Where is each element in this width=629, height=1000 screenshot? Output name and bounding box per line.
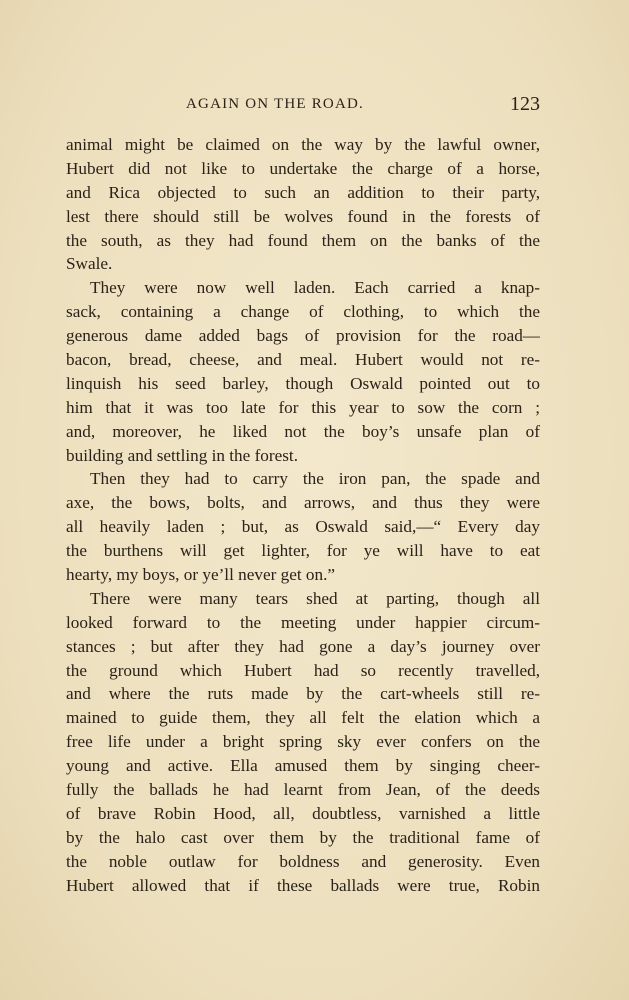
text-line: bacon, bread, cheese, and meal. Hubert would not re- [66,350,540,370]
text-line: young and active. Ella amused them by singing cheer- [66,756,540,776]
text-line: animal might be claimed on the way by the lawful owner, [66,135,540,154]
text-line: sack, containing a change of clothing, to which the [66,302,540,322]
text-line: linquish his seed barley, though Oswald pointed out to [66,373,540,393]
text-line: the south, as they had found them on the banks of the [66,230,540,250]
text-line: him that it was too late for this year to sow the corn ; [66,397,540,417]
text-line: the noble outlaw for boldness and generosity. Even [66,851,540,871]
body-text [66,133,540,898]
text-line: fully the ballads he had learnt from Jean, of the deeds [66,780,540,800]
text-line: There were many tears shed at parting, though all [90,588,540,608]
page-number: 123 [510,93,540,115]
text-line: all heavily laden ; but, as Oswald said,—“ Every day [66,517,540,537]
text-line: building and settling in the forest. [66,445,298,465]
text-line: Hubert did not like to undertake the charge of a horse, [66,158,540,178]
text-line: of brave Robin Hood, all, doubtless, varnished a little [66,803,540,823]
text-line: and Rica objected to such an addition to their party, [66,182,540,202]
text-line: by the halo cast over them by the traditional fame of [66,827,540,847]
text-line: Swale. [66,254,113,274]
running-title: AGAIN ON THE ROAD. [186,96,364,112]
text-line: the burthens will get lighter, for ye will have to eat [66,541,540,561]
text-line: hearty, my boys, or ye’ll never get on.” [66,565,336,585]
text-line: generous dame added bags of provision for the road— [66,326,540,346]
text-line: lest there should still be wolves found in the forests of [66,206,540,226]
text-line: and, moreover, he liked not the boy’s unsafe plan of [66,421,540,441]
text-line: They were now well laden. Each carried a knap- [90,278,540,298]
text-line: and where the ruts made by the cart-wheels still re- [66,684,540,704]
text-line: Hubert allowed that if these ballads were true, Robin [66,875,540,895]
text-line: axe, the bows, bolts, and arrows, and thus they were [66,493,540,513]
text-line: the ground which Hubert had so recently travelled, [66,660,540,680]
text-line: free life under a bright spring sky ever confers on the [66,732,540,752]
text-line: looked forward to the meeting under happier circum- [66,612,540,632]
text-line: stances ; but after they had gone a day’s journey over [66,636,540,656]
page-header [66,93,540,119]
text-line: Then they had to carry the iron pan, the spade and [90,469,540,489]
text-line: mained to guide them, they all felt the elation which a [66,708,540,728]
